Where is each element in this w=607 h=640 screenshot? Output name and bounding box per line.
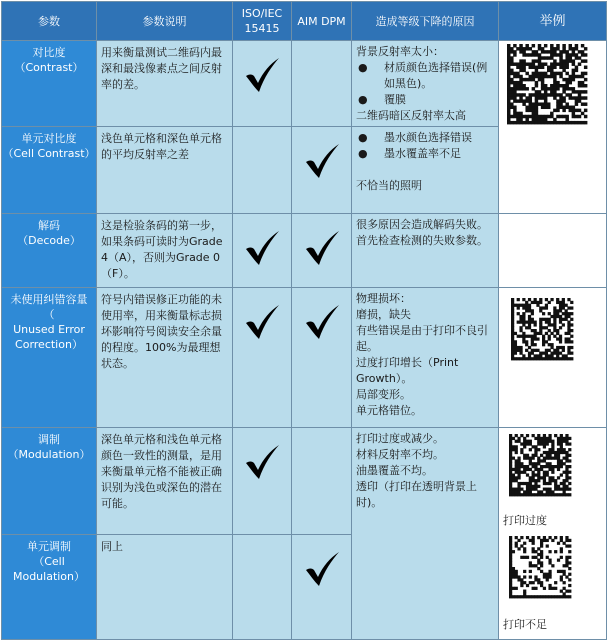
reason-line (356, 355, 495, 387)
desc-text: 深色单元格和浅色单元格颜色一致性的测量，是用来衡量单元格不能被正确识别为浅色或深色的潜在可能。 (101, 433, 222, 510)
iso-cell (233, 288, 292, 428)
reason-text: 很多原因会造成解码失败。首先检查检测的失败参数。 (356, 218, 488, 247)
param-cell (2, 41, 97, 127)
aim-cell (292, 41, 352, 127)
underprint-caption: 打印不足 (503, 618, 547, 631)
reason-text: 墨水颜色选择错误 (384, 131, 472, 144)
param-text: 单元调制 （Cell Modulation） (12, 540, 86, 583)
barcode-grading-table (1, 1, 607, 640)
param-cell (2, 535, 97, 640)
reason-cell (352, 41, 499, 127)
reason-line (356, 463, 495, 479)
reason-bullet-item (356, 146, 495, 162)
reason-line (356, 479, 495, 511)
reason-text: 单元格错位。 (356, 404, 422, 417)
aim-cell (292, 127, 352, 214)
table-row (2, 214, 607, 288)
reason-bullet-item (356, 60, 495, 92)
desc-text: 同上 (101, 540, 123, 553)
aim-cell (292, 214, 352, 288)
header-param: 参数 (2, 2, 97, 41)
reason-line (356, 323, 495, 355)
param-cell (2, 428, 97, 535)
iso-cell (233, 535, 292, 640)
table-row (2, 41, 607, 127)
reason-text: 材料反射率不均。 (356, 448, 444, 461)
reason-line (356, 291, 495, 307)
check-mark-icon (302, 141, 342, 181)
aim-cell (292, 535, 352, 640)
param-cell (2, 127, 97, 214)
check-mark-icon (302, 228, 342, 268)
reason-cell (352, 288, 499, 428)
iso-cell (233, 41, 292, 127)
reason-text: 不恰当的照明 (356, 179, 422, 192)
reason-cell (352, 428, 499, 640)
param-cell (2, 214, 97, 288)
desc-cell (97, 127, 233, 214)
param-text: 单元对比度 （Cell Contrast） (2, 132, 96, 160)
bullet-dot-icon: ● (358, 131, 368, 144)
reason-line (356, 447, 495, 463)
desc-cell (97, 288, 233, 428)
bullet-dot-icon: ● (358, 93, 368, 106)
table-row (2, 288, 607, 428)
header-row (2, 2, 607, 41)
reason-cell (352, 127, 499, 214)
reason-gap (356, 162, 495, 178)
desc-text: 浅色单元格和深色单元格的平均反射率之差 (101, 132, 222, 161)
desc-cell (97, 214, 233, 288)
iso-cell (233, 428, 292, 535)
desc-text: 用来衡量测试二维码内最深和最浅像素点之间反射率的差。 (101, 46, 222, 91)
desc-cell (97, 428, 233, 535)
reason-cell (352, 214, 499, 288)
reason-line (356, 217, 495, 249)
header-reason: 造成等级下降的原因 (352, 2, 499, 41)
reason-line (356, 44, 495, 60)
desc-cell (97, 535, 233, 640)
bullet-dot-icon: ● (358, 147, 368, 160)
example-cell-decode (499, 214, 607, 288)
reason-line (356, 178, 495, 194)
param-cell (2, 288, 97, 428)
reason-line (356, 431, 495, 447)
reason-text: 二维码暗区反射率太高 (356, 109, 466, 122)
overprint-caption: 打印过度 (503, 514, 547, 527)
reason-line (356, 307, 495, 323)
example-cell-modulation (499, 428, 607, 640)
data-matrix-code (499, 532, 605, 618)
table-row (2, 428, 607, 535)
param-text: 调制 （Modulation） (7, 433, 91, 461)
reason-text: 油墨覆盖不均。 (356, 464, 433, 477)
param-text: 未使用纠错容量 （ Unused Error Correction） (10, 293, 88, 351)
reason-line (356, 108, 495, 124)
data-matrix-code (499, 288, 605, 426)
check-mark-icon (302, 549, 342, 589)
desc-text: 符号内错误修正功能的未使用率，用来衡量标志损坏影响符号阅读安全余量的程度。100%为最理想状态。 (101, 293, 222, 370)
check-mark-icon (242, 302, 282, 342)
check-mark-icon (302, 302, 342, 342)
reason-text: 背景反射率太小： (356, 45, 444, 58)
header-desc: 参数说明 (97, 2, 233, 41)
header-aim: AIM DPM (292, 2, 352, 41)
reason-line (356, 403, 495, 419)
reason-text: 覆膜 (384, 93, 406, 106)
check-mark-icon (242, 228, 282, 268)
reason-text: 局部变形。 (356, 388, 411, 401)
reason-text: 打印过度或减少。 (356, 432, 444, 445)
param-text: 解码 （Decode） (17, 219, 81, 247)
bullet-dot-icon: ● (358, 61, 368, 74)
reason-text: 材质颜色选择错误(例如黑色)。 (384, 61, 488, 90)
check-mark-icon (242, 55, 282, 95)
reason-text: 物理损坏： (356, 292, 411, 305)
example-cell-contrast (499, 41, 607, 214)
reason-bullet-item (356, 130, 495, 146)
aim-cell (292, 428, 352, 535)
param-text: 对比度 （Contrast） (14, 46, 84, 74)
iso-cell (233, 214, 292, 288)
example-cell-unused-ec (499, 288, 607, 428)
desc-cell (97, 41, 233, 127)
header-iso: ISO/IEC 15415 (233, 2, 292, 41)
reason-text: 磨损，缺失 (356, 308, 411, 321)
reason-line (356, 387, 495, 403)
header-example: 举例 (499, 2, 607, 41)
reason-text: 有些错误是由于打印不良引起。 (356, 324, 488, 353)
desc-text: 这是检验条码的第一步，如果条码可读时为Grade 4（A），否则为Grade 0（F）。 (101, 219, 223, 280)
reason-text: 墨水覆盖率不足 (384, 147, 461, 160)
reason-text: 透印（打印在透明背景上时)。 (356, 480, 477, 509)
data-matrix-code (499, 41, 599, 127)
iso-cell (233, 127, 292, 214)
reason-text: 过度打印增长（Print Growth）。 (356, 356, 459, 385)
data-matrix-code (499, 428, 605, 514)
reason-bullet-item (356, 92, 495, 108)
aim-cell (292, 288, 352, 428)
check-mark-icon (242, 442, 282, 482)
